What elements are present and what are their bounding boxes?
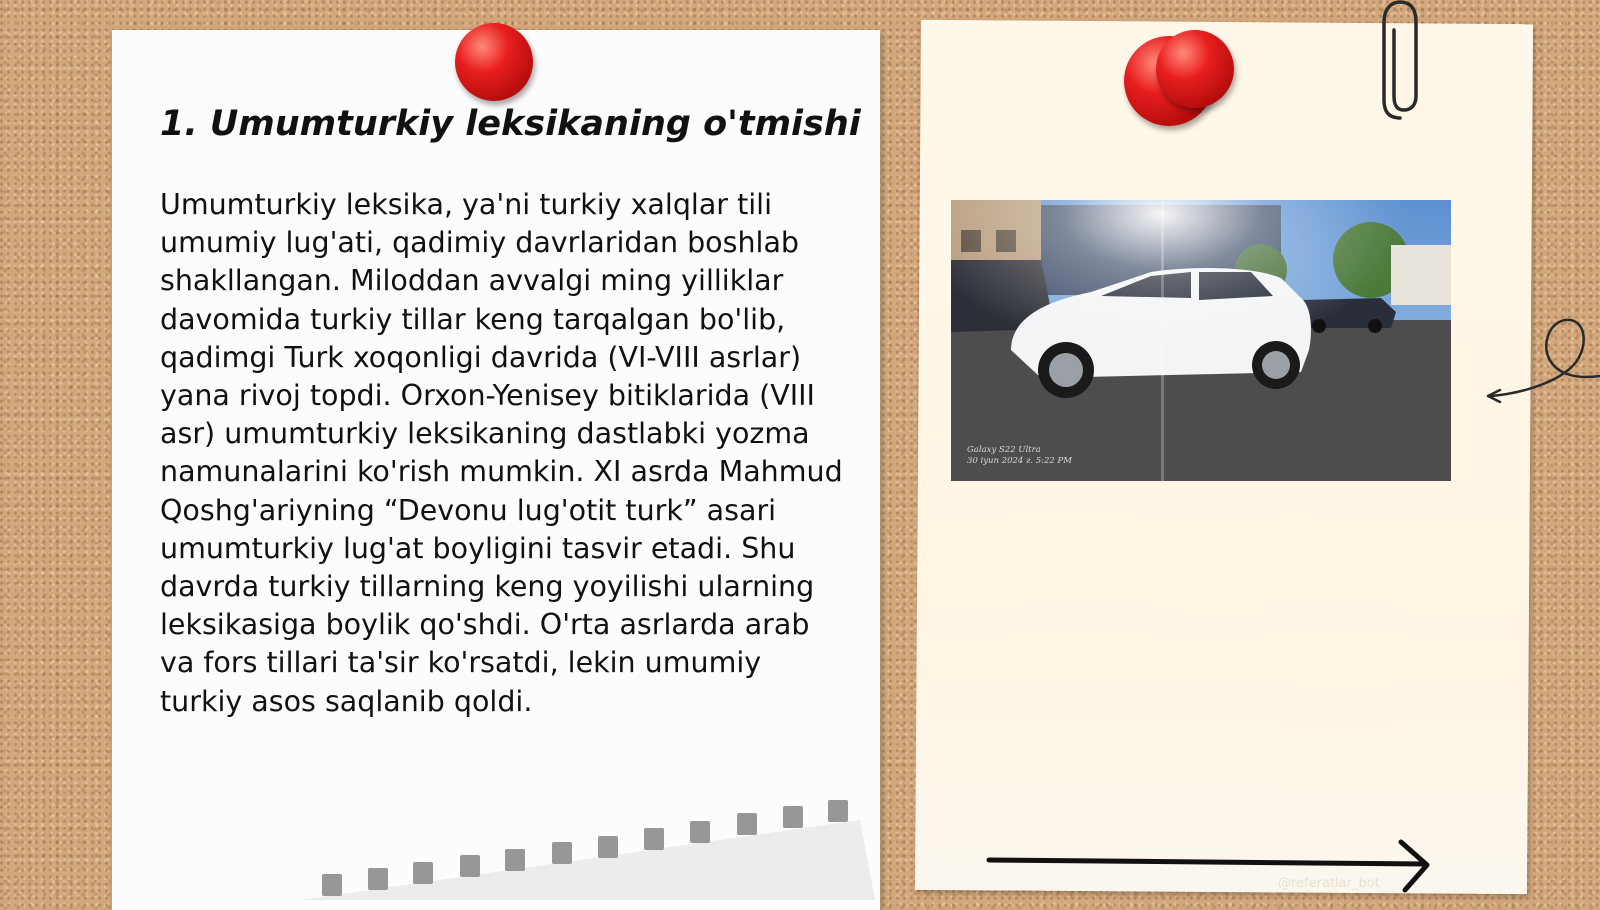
slide-title: 1. Umumturkiy leksikaning o'tmishi — [160, 104, 861, 144]
long-arrow-icon — [985, 838, 1455, 894]
paperclip-icon — [1378, 0, 1428, 130]
watermark-text: @referatlar_bot — [1278, 876, 1380, 891]
photo-caption: Galaxy S22 Ultra 30 iyun 2024 г. 5:22 PM — [967, 445, 1072, 466]
pushpin-icon — [1156, 30, 1234, 108]
slide-body-text: Umumturkiy leksika, ya'ni turkiy xalqlar tili umumiy lug'ati, qadimiy davrlaridan boshlab shakllangan. Miloddan avvalgi ming yilliklar davomida turkiy tillar keng tarqalgan bo'lib, qadimgi Turk xoqonligi davrida (VI-VIII asrlar) yana rivoj topdi. Orxon-Yenisey bitiklarida (VIII asr) umumturkiy leksikaning dastlabki yozma namunalarini ko'rish mumkin. XI asrda Mahmud Qoshg'ariyning “Devonu lug'otit turk” asari umumturkiy lug'at boyligini tasvir etadi. Shu davrda turkiy tillarning keng yoyilishi ularning leksikasiga boylik qo'shdi. O'rta asrlarda arab va fors tillari ta'sir ko'rsatdi, lekin umumiy turkiy asos saqlanib qoldi. — [160, 188, 843, 718]
car-photo — [951, 200, 1451, 481]
torn-notebook-edge — [300, 800, 880, 900]
pushpin-icon — [455, 23, 533, 101]
squiggle-arrow-icon — [1482, 310, 1600, 410]
